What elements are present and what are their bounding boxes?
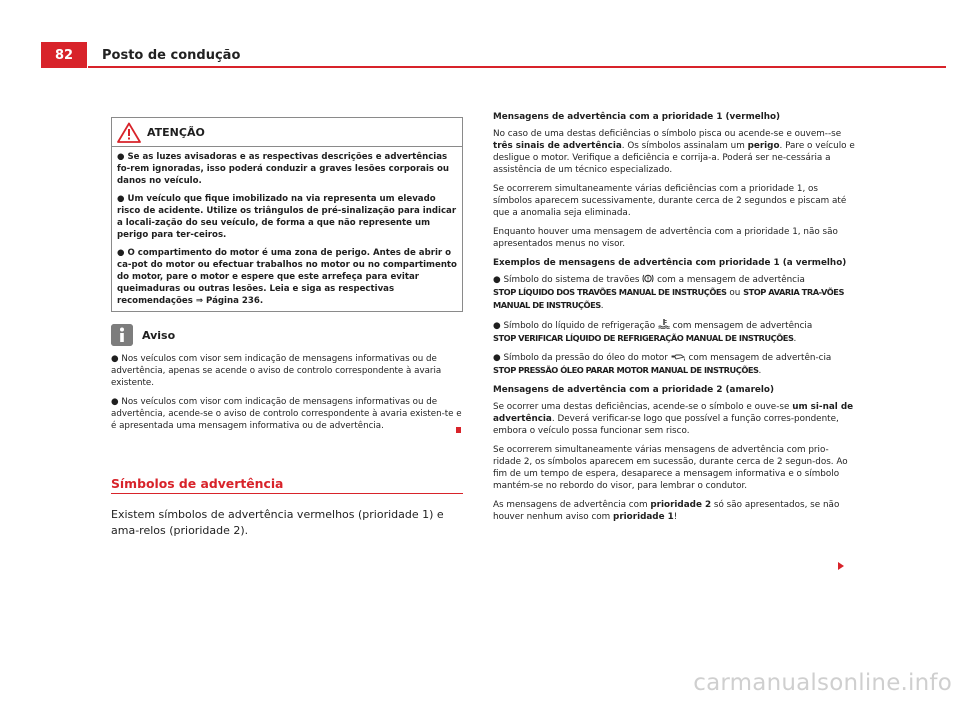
note-body: [111, 353, 463, 432]
subheading-examples: Exemplos de mensagens de advertência com prioridade 1 (a vermelho): [493, 258, 847, 268]
paragraph: As mensagens de advertência com prioridade 2 só são apresentados, se não houver nenhum aviso com prioridade 1!: [493, 500, 840, 522]
section-title: Símbolos de advertência: [111, 476, 284, 491]
note-item: ● Nos veículos com visor sem indicação de mensagens informativas ou de advertência, apenas se acende o aviso de controlo correspondente à avaria existente.: [111, 354, 442, 388]
section-end-marker: [456, 427, 461, 433]
note-header: [111, 323, 463, 347]
list-item: ● Símbolo do líquido de refrigeração com mensagem de advertência STOP VERIFICAR LÍQUIDO DE REFRIGERAÇÃO MANUAL DE INSTRUÇÕES.: [493, 321, 813, 344]
left-column: [111, 117, 463, 439]
watermark: carmanualsonline.info: [693, 670, 952, 696]
note-title: Aviso: [142, 328, 176, 342]
continue-arrow-icon: [838, 562, 844, 570]
warning-item: ● O compartimento do motor é uma zona de perigo. Antes de abrir o ca-pot do motor ou efectuar trabalhos no motor ou no compartimento do motor, pare o motor e espere que este arrefeça para evitar queimaduras ou outras lesões. Leia e siga as respectivas recomendações ⇒ Página 236.: [117, 248, 457, 306]
brake-system-icon: [642, 274, 654, 283]
right-column: [493, 111, 855, 530]
warning-title: ATENÇÃO: [147, 125, 205, 139]
info-note-icon: [111, 324, 133, 346]
warning-triangle-icon: [117, 122, 141, 143]
warning-item: ● Um veículo que fique imobilizado na via representa um elevado risco de acidente. Utilize os triângulos de pré-sinalização para indicar a locali-zação do seu veículo, de forma a que não represente um perigo para ter-ceiros.: [117, 194, 457, 240]
coolant-temperature-icon: [658, 319, 670, 329]
warning-item: ● Se as luzes avisadoras e as respectivas descrições e advertências fo-rem ignoradas, isso poderá conduzir a graves lesões corporais ou danos no veículo.: [117, 152, 450, 186]
subheading-priority-1: Mensagens de advertência com a prioridade 1 (vermelho): [493, 112, 781, 122]
note-item: ● Nos veículos com visor com indicação de mensagens informativas ou de advertência, acende-se o aviso de controlo correspondente à avaria existen-te e é apresentada uma mensagem informativa ou de advertência.: [111, 397, 462, 431]
header-divider: [88, 66, 946, 68]
oil-pressure-icon: [671, 353, 686, 361]
list-item: ● Símbolo do sistema de travões com a mensagem de advertência STOP LÍQUIDO DOS TRAVÕES MANUAL DE INSTRUÇÕES ou STOP AVARIA TRA-VÕES MANUAL DE INSTRUÇÕES.: [493, 275, 844, 311]
paragraph: Se ocorrer uma destas deficiências, acende-se o símbolo e ouve-se um si-nal de advertência. Deverá verificar-se logo que possível a função corres-pondente, embora o veículo possa funcionar sem risco.: [493, 402, 854, 436]
paragraph: Se ocorrerem simultaneamente várias mensagens de advertência com prio-ridade 2, os símbolos aparecem em sucessão, durante cerca de 2 segun-dos. Ao fim de um tempo de espera, desaparece a mensagem informativa e o símbolo mantém-se no rebordo do visor, para lembrar o condutor.: [493, 445, 848, 491]
page-header-title: Posto de condução: [102, 48, 241, 63]
warning-header: [112, 118, 462, 147]
warning-box: [111, 117, 463, 312]
warning-body: [112, 147, 462, 311]
section-intro: Existem símbolos de advertência vermelhos (prioridade 1) e ama-relos (prioridade 2).: [111, 508, 444, 537]
subheading-priority-2: Mensagens de advertência com a prioridade 2 (amarelo): [493, 385, 774, 395]
section-divider: [111, 493, 463, 494]
paragraph: Enquanto houver uma mensagem de advertência com a prioridade 1, não são apresentados menus no visor.: [493, 227, 838, 249]
paragraph: No caso de uma destas deficiências o símbolo pisca ou acende-se e ouvem--se três sinais de advertência. Os símbolos assinalam um perigo. Pare o veículo e desligue o motor. Verifique a deficiência e corrija-a. Poderá ser ne-cessária a assistência de um técnico especializado.: [493, 129, 855, 175]
paragraph: Se ocorrerem simultaneamente várias deficiências com a prioridade 1, os símbolos aparecem sucessivamente, durante cerca de 2 segundos e piscam até que a anomalia seja eliminada.: [493, 184, 847, 218]
page-number: 82: [41, 42, 87, 68]
list-item: ● Símbolo da pressão do óleo do motor com mensagem de advertên-cia STOP PRESSÃO ÓLEO PARAR MOTOR MANUAL DE INSTRUÇÕES.: [493, 353, 832, 376]
